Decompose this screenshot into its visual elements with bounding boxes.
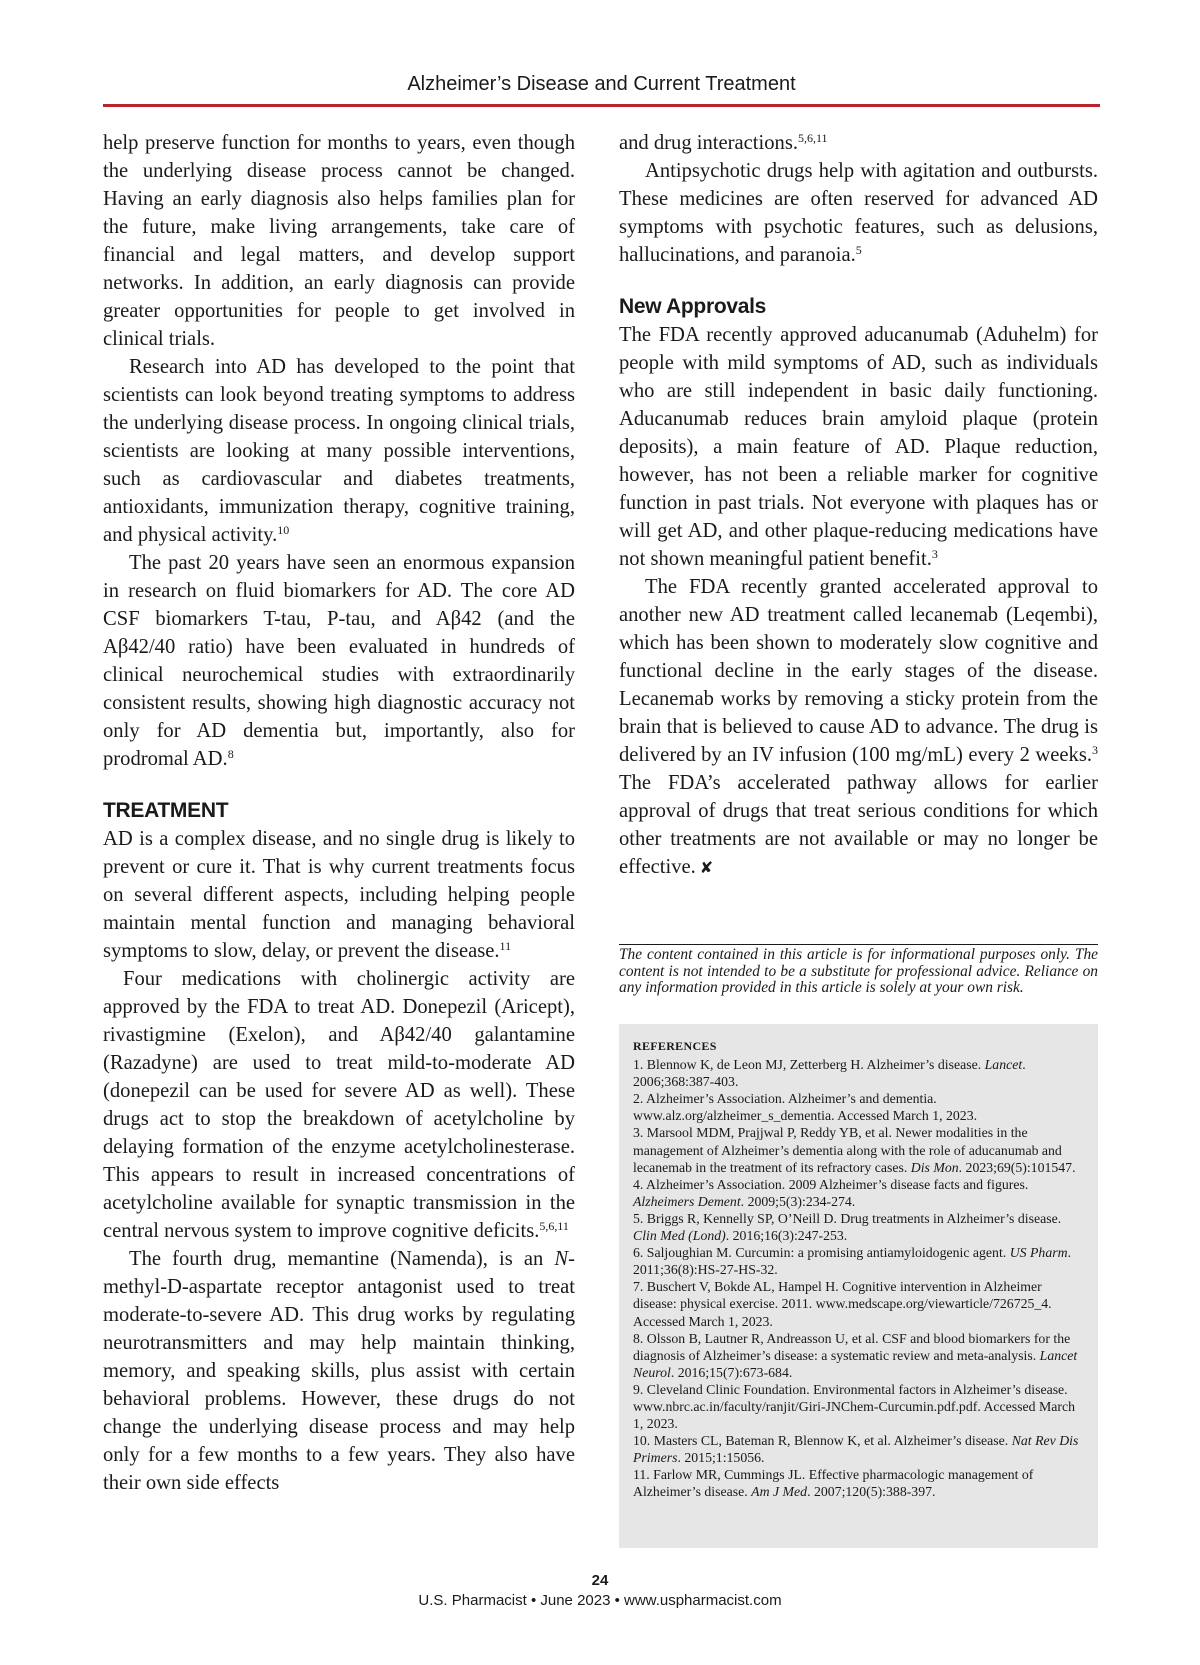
paragraph — [619, 157, 1098, 269]
paragraph — [103, 1245, 575, 1497]
reference-item — [633, 1278, 1084, 1329]
reference-item — [633, 1432, 1084, 1466]
reference-text: . 2016;15(7):673-684. — [670, 1364, 793, 1380]
reference-item — [633, 1176, 1084, 1210]
citation: 8 — [227, 747, 234, 761]
header-rule — [103, 104, 1100, 107]
publication-footer: U.S. Pharmacist • June 2023 • www.uspharmacist.com — [418, 1592, 782, 1609]
reference-text: . 2011;36(8):HS-27-HS-32. — [633, 1245, 1072, 1278]
paragraph — [619, 573, 1098, 882]
new-approvals-heading: New Approvals — [619, 295, 767, 318]
citation: 10 — [277, 523, 290, 537]
journal-title: US Pharm — [1009, 1245, 1068, 1261]
reference-item — [633, 1466, 1084, 1500]
journal-title: Dis Mon — [910, 1159, 959, 1175]
paragraph-text: and drug interactions. — [619, 132, 798, 154]
paragraph — [103, 965, 575, 1245]
treatment-heading: TREATMENT — [103, 799, 229, 822]
paragraph-text: Research into AD has developed to the point that scientists can look beyond treating symptoms to address the underlying disease process. In ongoing clinical trials, scientists are looking at many possible interventions, such as cardiovascular and diabetes treatments, antioxidants, immunization therapy, cognitive training, and physical activity. — [103, 356, 575, 546]
paragraph-text: The FDA recently approved aducanumab (Aduhelm) for people with mild symptoms of AD, such as individuals who are still independent in basic daily functioning. Aducanumab reduces brain amyloid plaque (protein deposits), a main feature of AD. Plaque reduction, however, has not been a reliable marker for cognitive function in past trials. Not everyone with plaques has or will get AD, and other plaque-reducing medications have not shown meaningful patient benefit. — [619, 324, 1098, 570]
reference-text: 5. Briggs R, Kennelly SP, O’Neill D. Drug treatments in Alzheimer’s disease. — [633, 1210, 1062, 1226]
reference-item — [633, 1381, 1084, 1432]
paragraph-text: The FDA’s accelerated pathway allows for earlier approval of drugs that treat serious conditions for which other treatments are not available or may no longer be effective. — [619, 772, 1098, 878]
paragraph — [619, 321, 1098, 573]
references-title: REFERENCES — [633, 1039, 717, 1053]
journal-title: Clin Med (Lond) — [633, 1228, 726, 1244]
reference-text: 2. Alzheimer’s Association. Alzheimer’s and dementia. www.alz.org/alzheimer_s_dementia. Accessed March 1, 2023. — [633, 1091, 978, 1124]
journal-title: Am J Med — [751, 1484, 808, 1500]
reference-item — [633, 1090, 1084, 1124]
citation: 3 — [1092, 743, 1098, 757]
reference-text: 1. Blennow K, de Leon MJ, Zetterberg H. Alzheimer’s disease. — [633, 1057, 985, 1073]
paragraph-text: help preserve function for months to years, even though the underlying disease process cannot be changed. Having an early diagnosis also helps families plan for the future, make living arrangements, take care of financial and legal matters, and develop support networks. In addition, an early diagnosis can provide greater opportunities for people to get involved in clinical trials. — [103, 132, 575, 350]
reference-item — [633, 1056, 1084, 1090]
reference-text: 9. Cleveland Clinic Foundation. Environmental factors in Alzheimer’s disease. www.nbrc.ac.in/faculty/ranjit/Giri-JNChem-Curcumin.pdf.pdf. Accessed March 1, 2023. — [633, 1381, 1076, 1432]
citation: 5,6,11 — [798, 131, 828, 145]
journal-title: Nat Rev Dis Primers — [633, 1433, 1079, 1466]
left-column — [103, 129, 575, 1497]
paragraph-text: Four medications with cholinergic activity are approved by the FDA to treat AD. Donepezil (Aricept), rivastigmine (Exelon), and Aβ42/40 galantamine (Razadyne) are used to treat mild-to-moderate AD (donepezil can be used for severe AD as well). These drugs act to stop the breakdown of acetylcholine by delaying formation of the enzyme acetylcholinesterase. This appears to result in increased concentrations of acetylcholine available for synaptic transmission in the central nervous system to improve cognitive deficits. — [103, 968, 575, 1242]
reference-item — [633, 1210, 1084, 1244]
reference-text: 7. Buschert V, Bokde AL, Hampel H. Cognitive intervention in Alzheimer disease: physical exercise. 2011. www.medscape.org/viewarticle/726725_4. Accessed March 1, 2023. — [633, 1279, 1052, 1329]
journal-title: Alzheimers Dement — [633, 1193, 741, 1209]
paragraph-text: AD is a complex disease, and no single drug is likely to prevent or cure it. That is why current treatments focus on several different aspects, including helping people maintain mental function and managing behavioral symptoms to slow, delay, or prevent the disease. — [103, 828, 575, 962]
citation: 5 — [855, 243, 862, 257]
reference-text: . 2009;5(3):234-274. — [740, 1193, 856, 1209]
references-list — [633, 1056, 1084, 1500]
reference-item — [633, 1330, 1084, 1381]
end-of-article-icon: ✘ — [699, 858, 714, 877]
reference-text: 6. Saljoughian M. Curcumin: a promising antiamyloidogenic agent. — [633, 1245, 1010, 1261]
reference-text: 11. Farlow MR, Cummings JL. Effective pharmacologic management of Alzheimer’s disease. — [633, 1467, 1034, 1500]
paragraph-text: The past 20 years have seen an enormous expansion in research on fluid biomarkers for AD. The core AD CSF biomarkers T-tau, P-tau, and Aβ42 (and the Aβ42/40 ratio) have been evaluated in hundreds of clinical neurochemical studies with extraordinarily consistent results, showing high diagnostic accuracy not only for AD dementia but, importantly, also for prodromal AD. — [103, 552, 575, 770]
reference-text: 10. Masters CL, Bateman R, Blennow K, et al. Alzheimer’s disease. — [633, 1433, 1012, 1449]
reference-item — [633, 1244, 1084, 1278]
journal-title: Lancet Neurol — [633, 1347, 1078, 1380]
citation: 3 — [931, 547, 938, 561]
reference-text: . 2015;1:15056. — [677, 1450, 765, 1466]
reference-item — [633, 1124, 1084, 1175]
paragraph-text: The fourth drug, memantine (Namenda), is an — [129, 1248, 555, 1270]
paragraph — [103, 353, 575, 549]
paragraph — [619, 129, 1098, 157]
citation: 11 — [499, 939, 512, 953]
paragraph — [103, 549, 575, 773]
paragraph — [103, 129, 575, 353]
right-column — [619, 129, 1098, 882]
paragraph-text: The FDA recently granted accelerated approval to another new AD treatment called lecanemab (Leqembi), which has been shown to moderately slow cognitive and functional decline in the early stages of the disease. Lecanemab works by removing a sticky protein from the brain that is believed to cause AD to advance. The drug is delivered by an IV infusion (100 mg/mL) every 2 weeks. — [619, 576, 1098, 766]
paragraph — [103, 825, 575, 965]
paragraph-text: Antipsychotic drugs help with agitation and outbursts. These medicines are often reserved for advanced AD symptoms with psychotic features, such as delusions, hallucinations, and paranoia. — [619, 160, 1098, 266]
disclaimer: The content contained in this article is for informational purposes only. The content is not intended to be a substitute for professional advice. Reliance on any information provided in this article is solely at your own risk. — [619, 946, 1098, 996]
italic-text: N — [554, 1248, 569, 1270]
reference-text: . 2006;368:387-403. — [633, 1057, 1026, 1090]
reference-text: 8. Olsson B, Lautner R, Andreasson U, et al. CSF and blood biomarkers for the diagnosis of Alzheimer’s disease: a systematic review and meta-analysis. — [633, 1330, 1071, 1363]
reference-text: . 2007;120(5):388-397. — [807, 1484, 936, 1500]
paragraph-text: -methyl-D-aspartate receptor antagonist used to treat moderate-to-severe AD. This drug works by regulating neurotransmitters and may help maintain thinking, memory, and speaking skills, plus assist with certain behavioral problems. However, these drugs do not change the underlying disease process and may help only for a few months to a few years. They also have their own side effects — [103, 1248, 575, 1494]
reference-text: . 2023;69(5):101547. — [958, 1159, 1076, 1175]
reference-text: 4. Alzheimer’s Association. 2009 Alzheimer’s disease facts and figures. — [633, 1176, 1029, 1192]
reference-text: 3. Marsool MDM, Prajjwal P, Reddy YB, et al. Newer modalities in the management of Alzheimer’s dementia along with the role of aducanumab and lecanemab in the treatment of its refractory cases. — [633, 1125, 1062, 1175]
reference-text: . 2016;16(3):247-253. — [725, 1228, 848, 1244]
page-number: 24 — [591, 1572, 609, 1589]
references-box — [619, 1024, 1098, 1548]
citation: 5,6,11 — [539, 1219, 569, 1233]
journal-title: Lancet — [984, 1057, 1023, 1073]
running-title: Alzheimer’s Disease and Current Treatment — [407, 73, 796, 95]
